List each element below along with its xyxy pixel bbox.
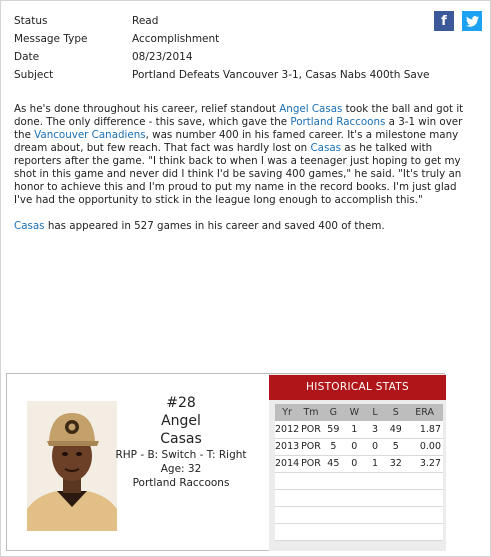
stats-row-empty bbox=[275, 523, 443, 540]
stat-cell: 5 bbox=[323, 438, 344, 455]
stat-cell: 5 bbox=[385, 438, 406, 455]
meta-key: Date bbox=[14, 51, 40, 63]
stat-cell: 0 bbox=[344, 455, 365, 472]
meta-row-message-type bbox=[14, 30, 430, 48]
player-portrait[interactable] bbox=[27, 401, 117, 531]
stat-cell: 2014 bbox=[275, 455, 299, 472]
player-position-bats-throws: RHP - B: Switch - T: Right bbox=[115, 449, 247, 461]
stat-cell: POR bbox=[299, 421, 323, 438]
stat-cell: 32 bbox=[385, 455, 406, 472]
meta-key: Subject bbox=[14, 69, 54, 81]
player-info bbox=[111, 394, 251, 490]
stat-cell: 3 bbox=[365, 421, 386, 438]
text-run: has appeared in 527 games in his career and saved 400 of them. bbox=[44, 220, 385, 232]
historical-stats-title: HISTORICAL STATS bbox=[269, 375, 446, 400]
meta-key: Status bbox=[14, 15, 48, 27]
historical-stats-panel bbox=[269, 374, 446, 551]
stat-cell: POR bbox=[299, 455, 323, 472]
stats-row-empty bbox=[275, 472, 443, 489]
player-team: Portland Raccoons bbox=[132, 477, 230, 489]
text-run: As he's done throughout his career, relief standout bbox=[14, 103, 280, 115]
meta-value: 08/23/2014 bbox=[132, 51, 193, 63]
twitter-share-button[interactable] bbox=[462, 11, 482, 31]
twitter-icon bbox=[466, 16, 479, 27]
stats-row[interactable] bbox=[275, 421, 443, 438]
player-avatar-icon bbox=[27, 401, 117, 531]
player-first-name[interactable]: Angel bbox=[161, 413, 201, 429]
meta-row-subject bbox=[14, 66, 430, 84]
player-card bbox=[6, 373, 445, 551]
meta-row-status bbox=[14, 12, 430, 30]
col-header-s[interactable]: S bbox=[385, 404, 406, 421]
empty-cell bbox=[275, 523, 443, 540]
stat-cell: 0 bbox=[365, 438, 386, 455]
stats-row-empty bbox=[275, 506, 443, 523]
text-run: took the ball and got it done. The only difference - this save, which gave the bbox=[14, 103, 464, 128]
empty-cell bbox=[275, 472, 443, 489]
stat-cell: 3.27 bbox=[406, 455, 443, 472]
meta-key: Message Type bbox=[14, 33, 88, 45]
article-paragraph bbox=[14, 220, 478, 233]
stat-cell: 2013 bbox=[275, 438, 299, 455]
col-header-g[interactable]: G bbox=[323, 404, 344, 421]
col-header-era[interactable]: ERA bbox=[406, 404, 443, 421]
stat-cell: 45 bbox=[323, 455, 344, 472]
player-link-angel-casas[interactable]: Angel Casas bbox=[279, 103, 343, 115]
col-header-tm[interactable]: Tm bbox=[299, 404, 323, 421]
player-link-casas[interactable]: Casas bbox=[310, 142, 342, 154]
stat-cell: POR bbox=[299, 438, 323, 455]
meta-value: Portland Defeats Vancouver 3-1, Casas Nabs 400th Save bbox=[132, 69, 430, 81]
facebook-icon: f bbox=[441, 13, 447, 29]
stat-cell: 0.00 bbox=[406, 438, 443, 455]
text-run: a 3-1 win over the bbox=[14, 116, 463, 141]
col-header-w[interactable]: W bbox=[344, 404, 365, 421]
stats-row[interactable] bbox=[275, 438, 443, 455]
text-run: as he talked with reporters after the game. "I think back to when I was a teenager just hoping to get my shot in this game and never did I think I'd be saving 400 games," he said. "It's truly an honor to achieve this and I'm proud to put my name in the record books. I'm just glad I've had the opportunity to stick in the league long enough to accomplish this." bbox=[14, 142, 462, 206]
empty-cell bbox=[275, 506, 443, 523]
player-age: Age: 32 bbox=[160, 463, 202, 475]
stat-cell: 49 bbox=[385, 421, 406, 438]
stat-cell: 1 bbox=[365, 455, 386, 472]
team-link-vancouver-canadiens[interactable]: Vancouver Canadiens bbox=[34, 129, 146, 141]
text-run: , was number 400 in his famed career. It's a milestone many dream about, but few reach. That fact was hardly lost on bbox=[14, 129, 459, 154]
historical-stats-table bbox=[275, 404, 443, 541]
team-link-portland-raccoons[interactable]: Portland Raccoons bbox=[290, 116, 386, 128]
player-last-name[interactable]: Casas bbox=[160, 431, 202, 447]
meta-value: Accomplishment bbox=[132, 33, 220, 45]
player-link-casas[interactable]: Casas bbox=[14, 220, 45, 232]
stat-cell: 1 bbox=[344, 421, 365, 438]
stat-cell: 1.87 bbox=[406, 421, 443, 438]
col-header-yr[interactable]: Yr bbox=[275, 404, 299, 421]
stats-header-row bbox=[275, 404, 443, 421]
stat-cell: 2012 bbox=[275, 421, 299, 438]
stat-cell: 0 bbox=[344, 438, 365, 455]
empty-cell bbox=[275, 489, 443, 506]
meta-value: Read bbox=[132, 15, 159, 27]
article-paragraph bbox=[14, 103, 478, 207]
stat-cell: 59 bbox=[323, 421, 344, 438]
stats-row-empty bbox=[275, 489, 443, 506]
message-meta bbox=[14, 12, 430, 84]
meta-row-date bbox=[14, 48, 430, 66]
stats-row[interactable] bbox=[275, 455, 443, 472]
col-header-l[interactable]: L bbox=[365, 404, 386, 421]
facebook-share-button[interactable] bbox=[434, 11, 454, 31]
player-number: #28 bbox=[166, 395, 196, 411]
article-body bbox=[14, 103, 478, 246]
